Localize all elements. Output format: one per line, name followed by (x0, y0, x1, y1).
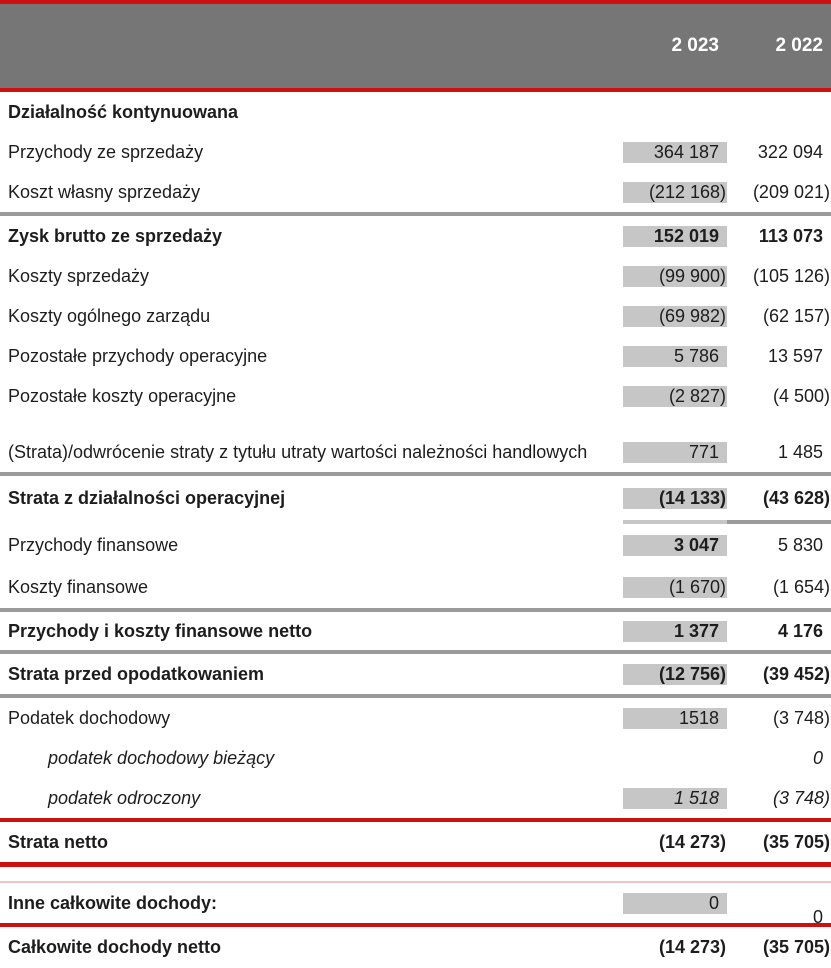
table-body (0, 92, 831, 967)
table-row (0, 566, 831, 608)
value-2022-cell: (3 748) (772, 787, 830, 808)
row-label: podatek dochodowy bieżący (48, 747, 275, 768)
table-row (0, 476, 831, 520)
row-label: Strata netto (8, 831, 109, 852)
value-2022-cell: 322 094 (757, 141, 823, 162)
row-label: Koszty sprzedaży (8, 265, 150, 286)
value-2022-cell: (43 628) (762, 487, 830, 508)
value-2023-cell: 771 (623, 442, 727, 463)
row-label: podatek odroczony (48, 787, 201, 808)
value-2022-cell: 5 830 (777, 534, 823, 555)
value-2022-cell: 113 073 (758, 225, 823, 246)
table-row (0, 822, 831, 862)
table-row (0, 172, 831, 212)
table-row (0, 738, 831, 778)
value-2022-cell: (35 705) (762, 831, 830, 852)
value-2022-cell: (1 654) (772, 576, 830, 597)
value-2023-cell: (212 168) (623, 182, 727, 203)
value-2022-cell: 13 597 (767, 345, 823, 366)
value-2023-cell: 1518 (623, 708, 727, 729)
table-row (0, 698, 831, 738)
value-2023-cell: (69 982) (623, 306, 727, 327)
row-label: Całkowite dochody netto (8, 936, 222, 957)
row-label: Pozostałe koszty operacyjne (8, 385, 237, 406)
separator-col2022-line (727, 520, 831, 524)
value-2022-cell: (62 157) (762, 305, 830, 326)
value-2023-cell: (2 827) (623, 386, 727, 407)
row-label: Inne całkowite dochody: (8, 892, 218, 913)
row-label: Przychody finansowe (8, 534, 179, 555)
table-header (0, 4, 831, 88)
row-label: Strata z działalności operacyjnej (8, 487, 286, 508)
value-2022-cell: (105 126) (752, 265, 830, 286)
value-2023-cell: 0 (623, 893, 727, 914)
value-2023-cell: 152 019 (623, 226, 727, 247)
separator-partial-2022 (0, 520, 831, 524)
table-row (0, 778, 831, 818)
table-row (0, 524, 831, 566)
row-label: Przychody i koszty finansowe netto (8, 620, 313, 641)
table-row (0, 92, 831, 132)
row-label: Przychody ze sprzedaży (8, 141, 204, 162)
value-2023-cell: (14 273) (658, 831, 726, 852)
row-label: Podatek dochodowy (8, 707, 171, 728)
table-row (0, 432, 831, 472)
value-2023-cell: (12 756) (623, 664, 727, 685)
separator-spacer (0, 520, 623, 524)
table-row (0, 883, 831, 927)
row-label: Strata przed opodatkowaniem (8, 663, 265, 684)
table-row (0, 927, 831, 967)
row-label: (Strata)/odwrócenie straty z tytułu utraty wartości należności handlowych (8, 441, 588, 462)
value-2023-cell: (99 900) (623, 266, 727, 287)
value-2022-cell: (35 705) (762, 936, 830, 957)
value-2023-cell: 1 518 (623, 788, 727, 809)
table-row (0, 132, 831, 172)
column-header-2023: 2 023 (671, 35, 719, 56)
row-label: Pozostałe przychody operacyjne (8, 345, 268, 366)
table-row (0, 376, 831, 416)
value-2023-cell: (14 273) (658, 936, 726, 957)
row-label: Działalność kontynuowana (8, 101, 239, 122)
column-header-2022: 2 022 (775, 35, 823, 56)
value-2023-cell: (14 133) (623, 488, 727, 509)
value-2022-cell: 4 176 (777, 620, 823, 641)
value-2022-cell: (39 452) (762, 663, 830, 684)
table-row (0, 336, 831, 376)
value-2022-cell: 0 (812, 747, 823, 768)
value-2022-cell: (3 748) (772, 707, 830, 728)
row-label: Koszty finansowe (8, 576, 149, 597)
table-row (0, 216, 831, 256)
table-row (0, 416, 831, 432)
row-label: Zysk brutto ze sprzedaży (8, 225, 223, 246)
table-row (0, 867, 831, 881)
separator-col2023 (623, 520, 727, 524)
value-2023-cell: 5 786 (623, 346, 727, 367)
row-label: Koszty ogólnego zarządu (8, 305, 211, 326)
value-2022-cell: 1 485 (777, 441, 823, 462)
value-2022-cell: (4 500) (772, 385, 830, 406)
table-row (0, 612, 831, 650)
row-label: Koszt własny sprzedaży (8, 181, 201, 202)
table-row (0, 256, 831, 296)
value-2023-cell: 1 377 (623, 621, 727, 642)
value-2023-cell: 364 187 (623, 142, 727, 163)
value-2023-cell: (1 670) (623, 577, 727, 598)
value-2022-cell: (209 021) (752, 181, 830, 202)
value-2022-cell: 0 (812, 906, 823, 927)
table-row (0, 296, 831, 336)
value-2023-cell: 3 047 (623, 535, 727, 556)
table-row (0, 654, 831, 694)
